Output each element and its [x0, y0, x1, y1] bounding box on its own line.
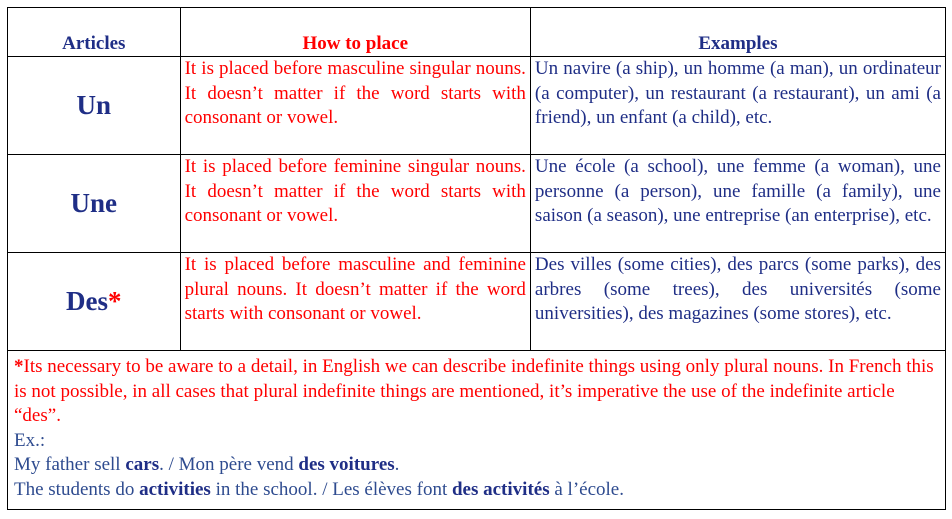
footnote-asterisk: *	[14, 356, 24, 377]
table-row-des	[8, 253, 946, 351]
header-articles: Articles	[8, 8, 181, 57]
example-2-text: à l’école.	[549, 478, 624, 500]
example-2-text: in the school. / Les élèves font	[210, 478, 452, 500]
article-label: Des	[66, 286, 109, 316]
example-1-english-noun: cars	[125, 454, 160, 476]
footnote-box	[7, 351, 946, 510]
placement-cell: It is placed before masculine singular nouns. It doesn’t matter if the word starts with consonant or vowel.	[180, 57, 530, 155]
example-1-french-noun: des voitures	[298, 454, 395, 476]
table-row-une	[8, 155, 946, 253]
article-label: Une	[70, 188, 118, 218]
indefinite-articles-table	[7, 7, 946, 351]
example-label: Ex.:	[14, 429, 46, 451]
article-label: Un	[76, 90, 112, 120]
example-1-text: . / Mon père vend	[159, 454, 299, 476]
example-sentence-2	[14, 478, 939, 503]
article-cell	[8, 155, 181, 253]
placement-cell: It is placed before feminine singular nouns. It doesn’t matter if the word starts with consonant or vowel.	[180, 155, 530, 253]
asterisk-marker: *	[108, 286, 122, 316]
example-1-text: My father sell	[14, 454, 126, 476]
example-1-text: .	[394, 454, 400, 476]
examples-cell: Une école (a school), une femme (a woman), une personne (a person), une famille (a family), une saison (a season), une entreprise (an enterprise), etc.	[530, 155, 945, 253]
table-header-row	[8, 8, 946, 57]
example-2-english-noun: activities	[139, 478, 211, 500]
footnote-body: Its necessary to be aware to a detail, in English we can describe indefinite things using only plural nouns. In French this is not possible, in all cases that plural indefinite things are mentioned, it’s imperative the use of the indefinite article “des”.	[14, 356, 934, 427]
placement-cell: It is placed before masculine and feminine plural nouns. It doesn’t matter if the word starts with consonant or vowel.	[180, 253, 530, 351]
footnote-text	[14, 355, 939, 429]
header-examples: Examples	[530, 8, 945, 57]
article-cell	[8, 253, 181, 351]
examples-cell: Des villes (some cities), des parcs (some parks), des arbres (some trees), des universités (some universities), des magazines (some stores), etc.	[530, 253, 945, 351]
example-2-text: The students do	[14, 478, 140, 500]
example-sentence-1	[14, 453, 939, 478]
table-row-un	[8, 57, 946, 155]
example-2-french-noun: des activités	[451, 478, 550, 500]
header-how-to-place: How to place	[180, 8, 530, 57]
article-cell	[8, 57, 181, 155]
article-table-container	[7, 7, 946, 510]
examples-cell: Un navire (a ship), un homme (a man), un ordinateur (a computer), un restaurant (a restaurant), un ami (a friend), un enfant (a child), etc.	[530, 57, 945, 155]
